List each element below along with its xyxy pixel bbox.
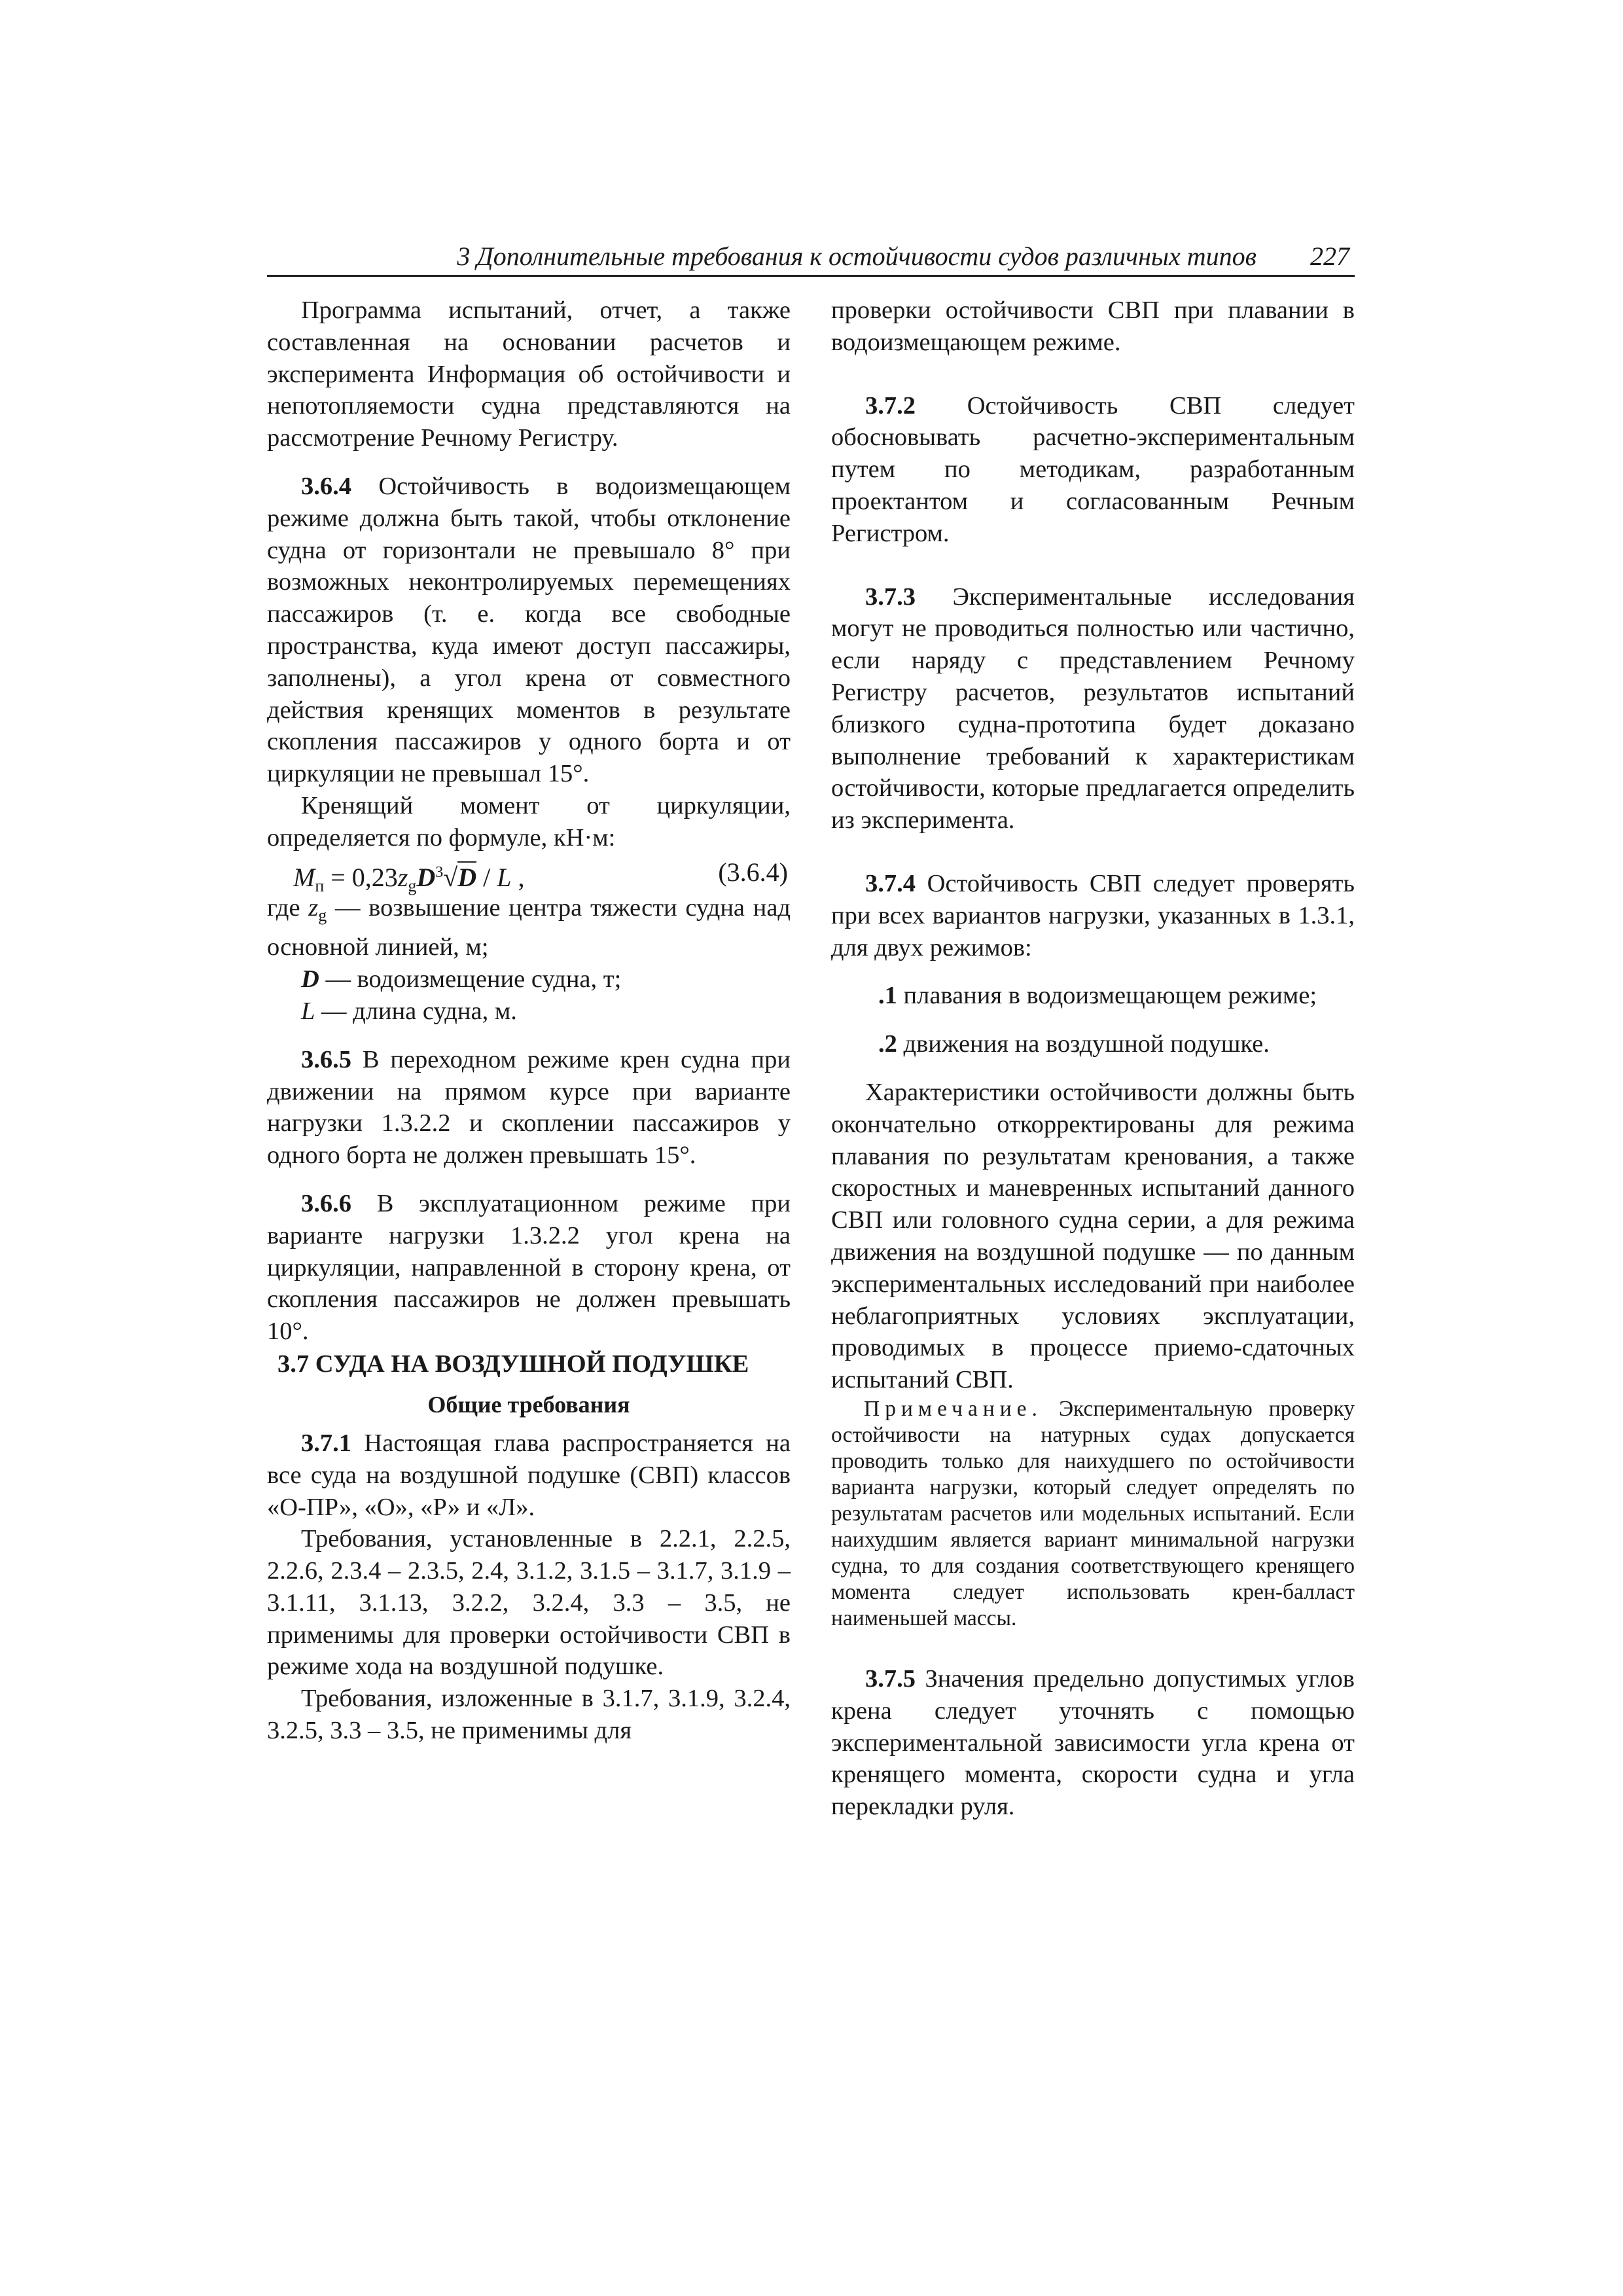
paragraph-3-7-2: 3.7.2 Остойчивость СВП следует обосновывать расчетно-экспериментальным путем по методикам, разработанным проектантом и согласованным Речным Регистром.	[831, 391, 1355, 547]
formula-3-6-4	[267, 854, 791, 895]
paragraph-3-7-4: 3.7.4 Остойчивость СВП следует проверять при всех вариантов нагрузки, указанных в 1.3.1, для двух режимов:	[831, 869, 1355, 961]
paragraph-heeling-moment: Кренящий момент от циркуляции, определяется по формуле, кН·м:	[267, 791, 791, 852]
clause-number: 3.6.5	[301, 1045, 351, 1073]
definition-zg: где $z_g$ — возвышение центра тяжести судна над основной линией, м;	[267, 893, 791, 961]
list-item-1: .1 плавания в водоизмещающем режиме;	[878, 982, 1317, 1010]
paragraph-program: Программа испытаний, отчет, а также составленная на основании расчетов и эксперимента Информация об остойчивости и непотопляемости судна представляются на рассмотрение Речному Регистру.	[267, 296, 791, 452]
list-item-2: .2 движения на воздушной подушке.	[878, 1030, 1270, 1058]
clause-number: 3.6.6	[301, 1189, 351, 1217]
paragraph-characteristics: Характеристики остойчивости должны быть окончательно откорректированы для режима плавания по результатам кренования, а также скоростных и маневренных испытаний данного СВП или головного судна серии, а для режима движения на воздушной подушке — по данным экспериментальных исследований при наиболее неблагоприятных условиях эксплуатации, проводимых в процессе приемо-сдаточных испытаний СВП.	[831, 1078, 1355, 1394]
paragraph-continuation: проверки остойчивости СВП при плавании в водоизмещающем режиме.	[831, 296, 1355, 356]
formula-number: (3.6.4)	[718, 857, 788, 887]
paragraph-3-7-3: 3.7.3 Экспериментальные исследования могут не проводиться полностью или частично, если наряду с представлением Речному Регистру расчетов, результатов испытаний близкого судна-прототипа будет доказано выполнение требований к характеристикам остойчивости, которые предлагается определить из эксперимента.	[831, 583, 1355, 834]
right-column	[831, 295, 1355, 1823]
left-column	[267, 295, 791, 1747]
paragraph-requirements-2: Требования, изложенные в 3.1.7, 3.1.9, 3.2.4, 3.2.5, 3.3 – 3.5, не применимы для	[267, 1685, 791, 1745]
clause-number: 3.7.4	[865, 869, 916, 897]
running-header-title: 3 Дополнительные требования к остойчивости судов различных типов	[457, 242, 1257, 271]
paragraph-3-6-5: 3.6.5 В переходном режиме крен судна при движении на прямом курсе при варианте нагрузки 1.3.2.2 и скоплении пассажиров у одного борта не должен превышать 15°.	[267, 1045, 791, 1170]
page-number: 227	[1310, 242, 1349, 271]
clause-number: 3.7.2	[865, 391, 916, 420]
running-header	[267, 241, 1355, 277]
paragraph-3-6-6: 3.6.6 В эксплуатационном режиме при варианте нагрузки 1.3.2.2 угол крена на циркуляции, направленной в сторону крена, от скопления пассажиров не должен превышать 10°.	[267, 1189, 791, 1346]
paragraph-3-7-1: 3.7.1 Настоящая глава распространяется на все суда на воздушной подушке (СВП) классов «О-ПР», «О», «Р» и «Л».	[267, 1429, 791, 1521]
formula-expression: $M_п = 0,23z_gD^3√D / L$ ,	[293, 862, 525, 895]
definition-l: L — длина судна, м.	[301, 997, 517, 1025]
subsection-heading: Общие требования	[427, 1391, 630, 1418]
definition-d: D — водоизмещение судна, т;	[301, 965, 622, 994]
section-heading-3-7: 3.7 СУДА НА ВОЗДУШНОЙ ПОДУШКЕ	[277, 1350, 749, 1378]
note-block: Примечание. Экспериментальную проверку остойчивости на натурных судах допускается проводить только для наихудшего по остойчивости варианта нагрузки, который следует определять по результатам расчетов или модельных испытаний. Если наихудшим является вариант минимальной нагрузки судна, то для создания соответствующего кренящего момента следует использовать крен-балласт наименьшей массы.	[831, 1396, 1355, 1630]
clause-number: 3.6.4	[301, 472, 351, 500]
paragraph-requirements-1: Требования, установленные в 2.2.1, 2.2.5, 2.2.6, 2.3.4 – 2.3.5, 2.4, 3.1.2, 3.1.5 – 3.1.7, 3.1.9 – 3.1.11, 3.1.13, 3.2.2, 3.2.4, 3.3 – 3.5, не применимы для проверки остойчивости СВП в режиме хода на воздушной подушке.	[267, 1525, 791, 1681]
note-label: Примечание.	[864, 1396, 1043, 1421]
paragraph-3-7-5: 3.7.5 Значения предельно допустимых углов крена следует уточнять с помощью экспериментальной зависимости угла крена от кренящего момента, скорости судна и угла перекладки руля.	[831, 1664, 1355, 1821]
clause-number: 3.7.1	[301, 1429, 351, 1457]
paragraph-3-6-4: 3.6.4 Остойчивость в водоизмещающем режиме должна быть такой, чтобы отклонение судна от горизонтали не превышало 8° при возможных неконтролируемых перемещениях пассажиров (т. е. когда все свободные пространства, куда имеют доступ пассажиры, заполнены), а угол крена от совместного действия кренящих моментов в результате скопления пассажиров у одного борта и от циркуляции не превышал 15°.	[267, 472, 791, 788]
clause-number: 3.7.5	[865, 1664, 916, 1693]
clause-number: 3.7.3	[865, 583, 916, 611]
